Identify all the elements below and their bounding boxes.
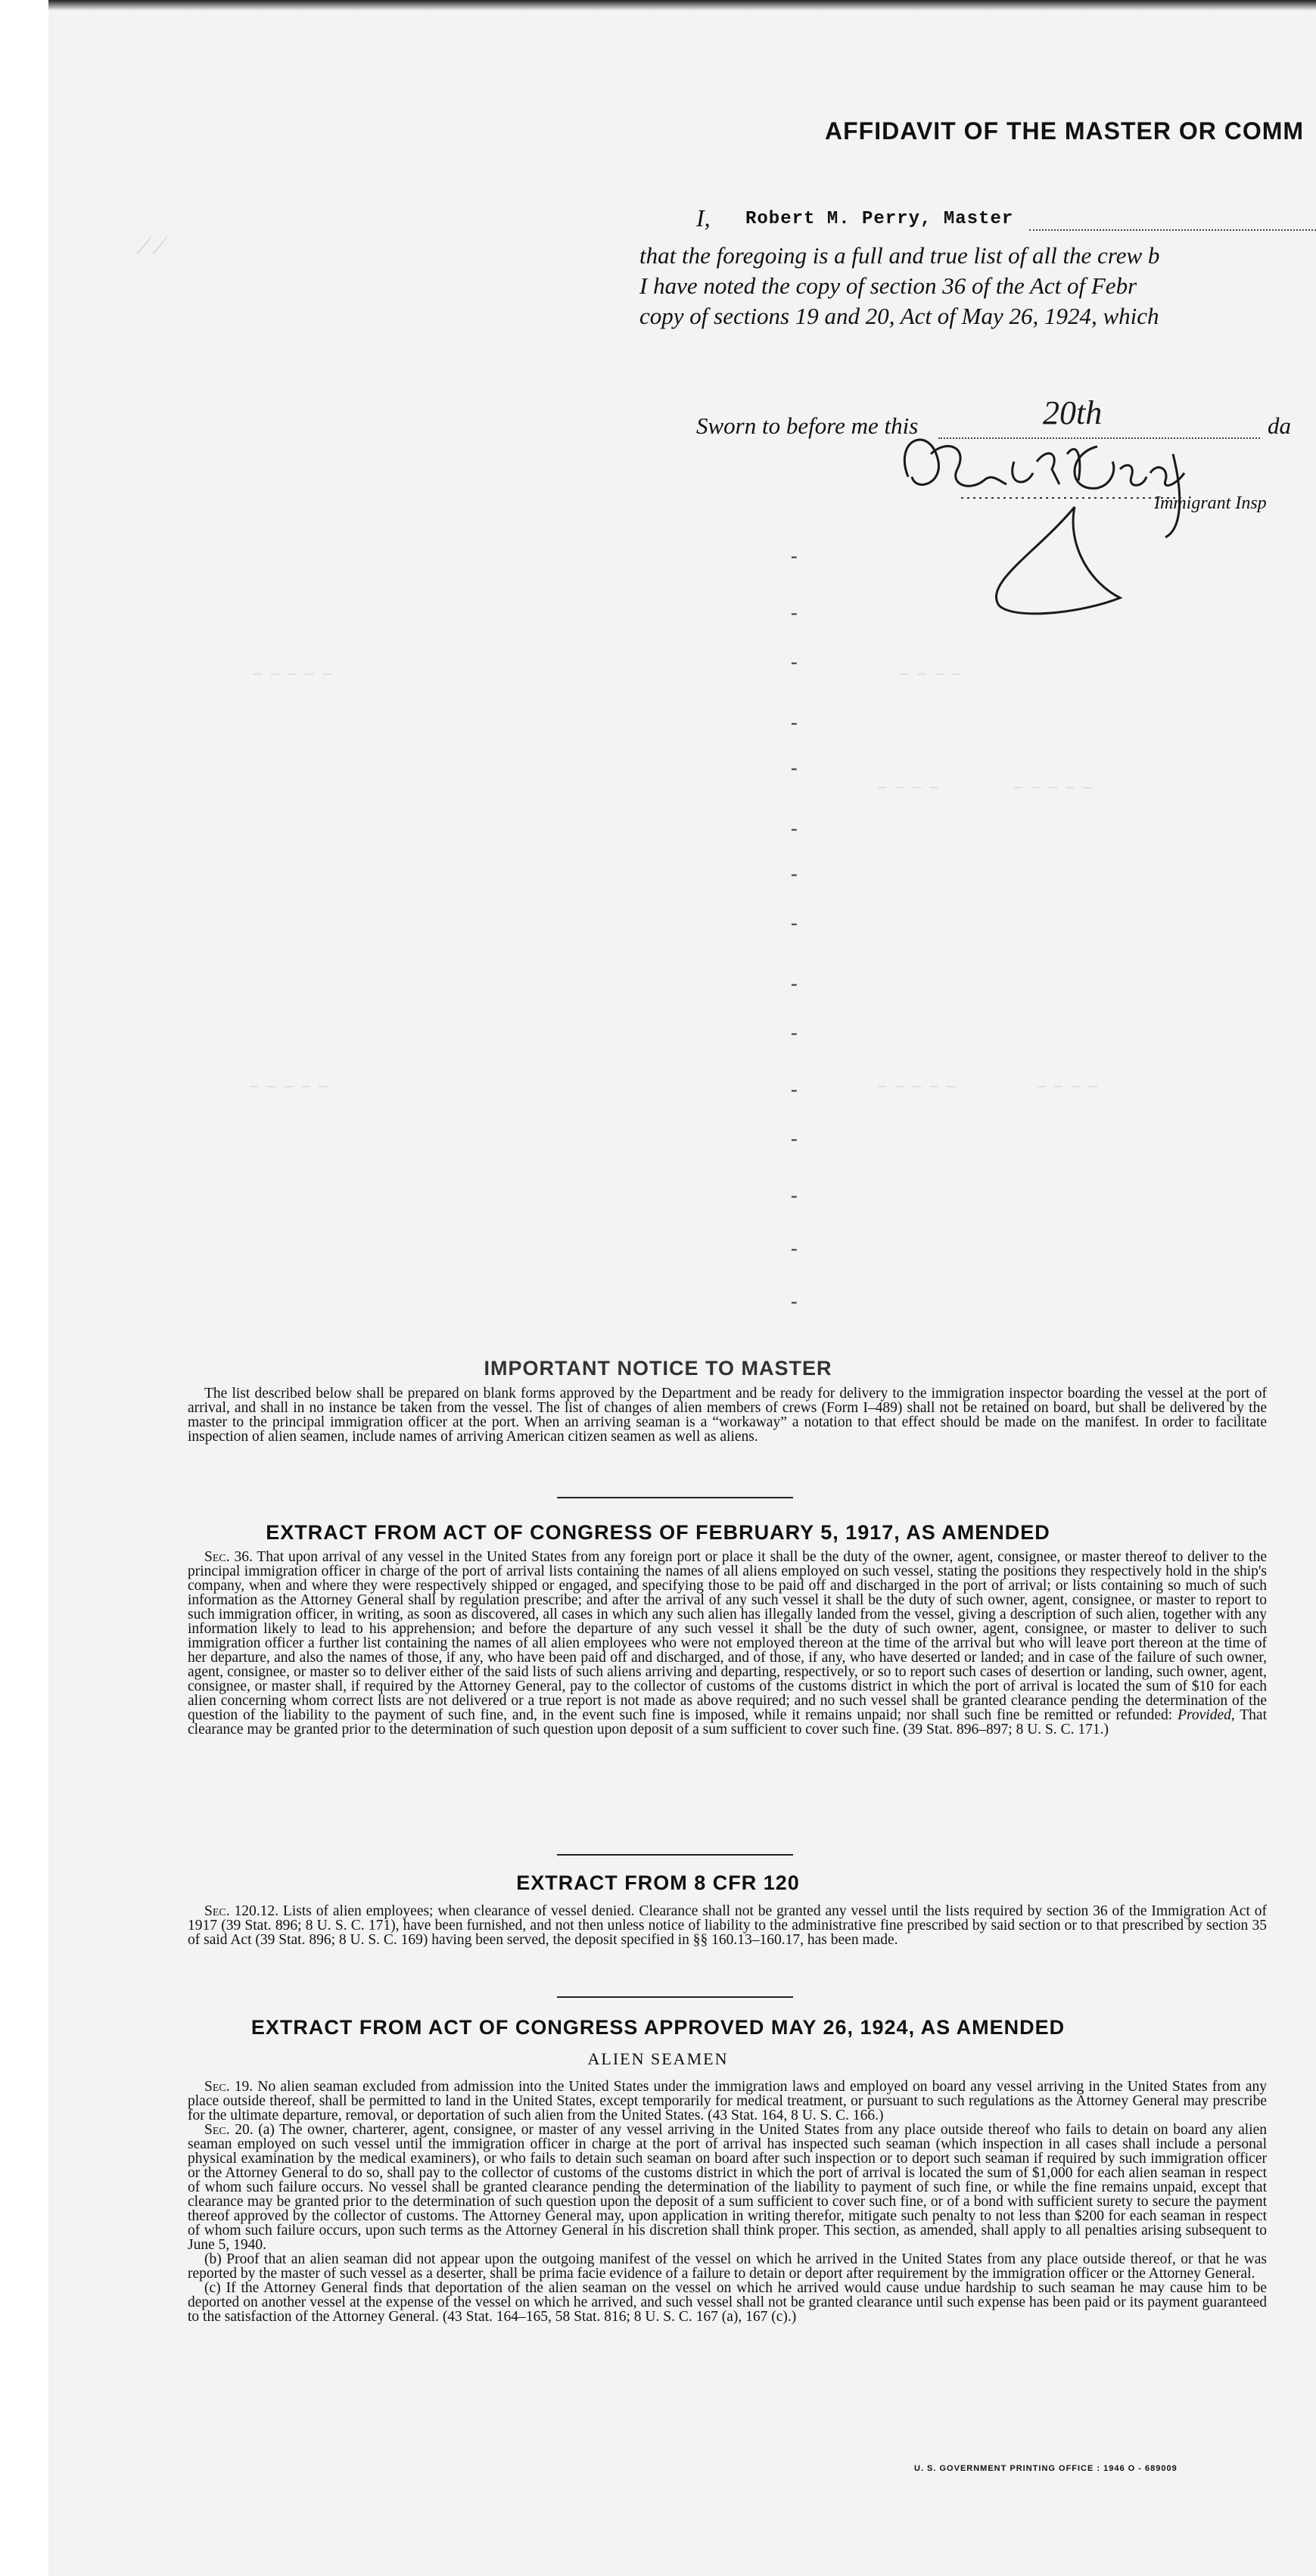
extract-1924-body [188, 2080, 1267, 2324]
dash-mark: - [791, 757, 798, 779]
extract-1917-body [188, 1550, 1267, 1737]
dash-mark: - [791, 912, 798, 934]
extract-1924-title: EXTRACT FROM ACT OF CONGRESS APPROVED MAY 26, 1924, AS AMENDED [250, 2016, 1066, 2039]
sec36-label: Sec. 36. [204, 1549, 253, 1565]
oath-line-2: I have noted the copy of section 36 of the Act of Febr [639, 272, 1137, 299]
ghost-mark: — — — — — [1014, 779, 1092, 796]
extract-8cfr-body [188, 1904, 1267, 1947]
sec20a-text: (a) The owner, charterer, agent, consignee, or master of any vessel arriving in the United States from any place outside thereof who fails to detain on board any alien seaman employed on such vessel until the immigration officer in charge at the port of arrival has inspected such seaman (which inspection in all cases shall include a personal physical examination by the medical examiners), or who fails to detain such seaman on board after such inspection or to deport such seaman if required by such immigration officer or the Attorney General to do so, shall pay to the collector of customs of the customs district in which the port of arrival is located the sum of $1,000 for each alien seaman in respect of whom such failure occurs. No vessel shall be granted clearance pending the determination of the liability to payment of such fine, or while the fine remains unpaid, except that clearance may be granted prior to the determination of such question upon the deposit of a sum sufficient to cover such fine, or of a bond with sufficient surety to secure the payment thereof approved by the collector of customs. The Attorney General may, upon application in writing therefor, mitigate such penalty to not less than $200 for each seaman in respect of whom such failure occurs, upon such terms as the Attorney General in his discretion shall think proper. This section, as amended, shall apply to all penalties arising subsequent to June 5, 1940. [188, 2122, 1267, 2253]
sec120-text: Lists of alien employees; when clearance of vessel denied. Clearance shall not be granted any vessel until the lists required by section 36 of the Immigration Act of 1917 (39 Stat. 896; 8 U. S. C. 171), have been furnished, and not then unless notice of liability to the administrative fine prescribed by said section or to that prescribed by section 35 of said Act (39 Stat. 896; 8 U. S. C. 169) having been served, the deposit specified in §§ 160.13–160.17, has been made. [188, 1903, 1268, 1948]
dash-mark: - [791, 1184, 798, 1206]
ghost-mark: — — — — — [878, 1078, 956, 1095]
notice-title: IMPORTANT NOTICE TO MASTER [484, 1357, 832, 1380]
sec20c-text: (c) If the Attorney General finds that deportation of the alien seaman on the vessel on which he arrived would cause undue hardship to such seaman he may cause him to be deported on another vessel at the expense of the vessel on which he arrived, and such vessel shall not be granted clearance until such expense has been paid or its payment guaranteed to the satisfaction of the Attorney General. (43 Stat. 164–165, 58 Stat. 816; 8 U. S. C. 167 (a), 167 (c).) [188, 2280, 1267, 2325]
master-name: Robert M. Perry, Master [745, 209, 1014, 229]
inspector-signature [885, 409, 1203, 636]
extract-1917-title: EXTRACT FROM ACT OF CONGRESS OF FEBRUARY 5, 1917, AS AMENDED [266, 1521, 1050, 1544]
dash-mark: - [791, 1290, 798, 1312]
ghost-mark: — — — — [878, 779, 938, 796]
sec19-text: No alien seaman excluded from admission into the United States under the immigration laws and employed on board any vessel arriving in the United States from any place outside thereof, shall be permitted to land in the United States, except temporarily for medical treatment, or pursuant to such regulations as the Attorney General may prescribe for the ultimate departure, removal, or deportation of such alien from the United States. (43 Stat. 164, 8 U. S. C. 166.) [188, 2079, 1267, 2123]
sec20-label: Sec. 20. [204, 2122, 254, 2138]
ghost-mark: — — — — [901, 666, 961, 683]
dash-mark: - [791, 1128, 798, 1150]
sec36-text: That upon arrival of any vessel in the United States from any foreign port or place it shall be the duty of the owner, agent, consignee, or master thereof to deliver to the principal immigration officer in charge of the port of arrival lists containing the names of all aliens employed on such vessel, stating the positions they respectively hold in the ship's company, when and where they were respectively shipped or engaged, and specifying those to be paid off and discharged in the port of arrival; or lists containing so much of such information as the Attorney General shall by regulation prescribe; and after the arrival of any such vessel it shall be the duty of such owner, agent, consignee, or master to report to such immigration officer, in writing, as soon as discovered, all cases in which any such alien has illegally landed from the vessel, giving a description of such alien, together with any information likely to lead to his apprehension; and before the departure of any such vessel it shall be the duty of such owner, agent, consignee, or master to deliver to such immigration officer a further list containing the names of all alien employees who were not employed thereon at the time of the arrival but who will leave port thereon at the time of her departure, and also the names of those, if any, who have been paid off and discharged, and of those, if any, who have deserted or landed; and in case of the failure of such owner, agent, consignee, or master so to deliver either of the said lists of such aliens arriving and departing, respectively, or so to report such cases of desertion or landing, such owner, agent, consignee, or master shall, if required by the Attorney General, pay to the collector of customs of the customs district in which the port of arrival is located the sum of $10 for each alien concerning whom correct lists are not delivered or a true report is not made as above required; and no such vessel shall be granted clearance pending the determination of the question of the liability to the payment of such fine, and, in the event such fine is imposed, while it remains unpaid; nor shall such fine be remitted or refunded: [188, 1549, 1267, 1723]
sec120-label: Sec. 120.12. [204, 1903, 279, 1919]
ghost-mark: — — — — [1037, 1078, 1097, 1095]
dash-mark: - [791, 863, 798, 885]
ghost-mark: — — — — — [254, 666, 331, 683]
affidavit-title: AFFIDAVIT OF THE MASTER OR COMM [825, 117, 1305, 145]
name-dotted-line [1029, 229, 1316, 231]
extract-8cfr-title: EXTRACT FROM 8 CFR 120 [516, 1871, 800, 1894]
ghost-mark: — — — — — [250, 1078, 328, 1095]
dash-mark: - [791, 1022, 798, 1044]
sworn-statement: Sworn to before me this [696, 412, 919, 439]
sworn-day: 20th [1043, 394, 1103, 431]
sec19-label: Sec. 19. [204, 2079, 254, 2095]
section-divider [557, 1854, 793, 1856]
oath-line-3: copy of sections 19 and 20, Act of May 26, 1924, which [639, 303, 1159, 329]
dash-mark: - [791, 1237, 798, 1259]
section-divider [557, 1497, 793, 1498]
proviso-label: Provided, [1178, 1707, 1235, 1723]
sec20b-text: (b) Proof that an alien seaman did not appear upon the outgoing manifest of the vessel on which he arrived in the United States from any place outside thereof, or that he was reported by the master of such vessel as a deserter, shall be prima facie evidence of a failure to detain or deport after requirement by the immigration officer or the Attorney General. [188, 2251, 1267, 2282]
oath-line-1: that the foregoing is a full and true list of all the crew b [639, 242, 1160, 269]
inspector-label: Immigrant Insp [1154, 493, 1267, 513]
dash-mark: - [791, 1078, 798, 1100]
printing-office-imprint: U. S. GOVERNMENT PRINTING OFFICE : 1946 O - 689009 [914, 2464, 1178, 2473]
notice-text: The list described below shall be prepared on blank forms approved by the Department and be ready for delivery to the immigration inspector boarding the vessel at the port of arrival, and shall in no instance be taken from the vessel. The list of changes of alien members of crews (Form I–489) shall not be retained on board, but shall be delivered by the master to the principal immigration officer at the port. When an arriving seaman is a “workaway” a notation to that effect should be made on the manifest. In order to facilitate inspection of alien seamen, include names of arriving American citizen seamen as well as aliens. [188, 1386, 1267, 1445]
proviso-text: That clearance may be granted prior to the determination of such question upon deposit of a sum sufficient to cover such fine. (39 Stat. 896–897; 8 U. S. C. 171.) [188, 1707, 1267, 1738]
alien-seamen-subtitle: ALIEN SEAMEN [587, 2049, 729, 2068]
scan-edge [48, 0, 1316, 11]
oath-pronoun: I, [696, 204, 711, 232]
sworn-da: da [1268, 412, 1291, 439]
dash-mark: - [791, 651, 798, 673]
dash-mark: - [791, 711, 798, 733]
notice-body [188, 1386, 1267, 1444]
section-divider [557, 1996, 793, 1998]
dash-mark: - [791, 545, 798, 567]
ghost-mark: ⟋⟋ [136, 235, 168, 261]
dash-mark: - [791, 602, 798, 624]
dash-mark: - [791, 972, 798, 994]
dash-mark: - [791, 817, 798, 839]
